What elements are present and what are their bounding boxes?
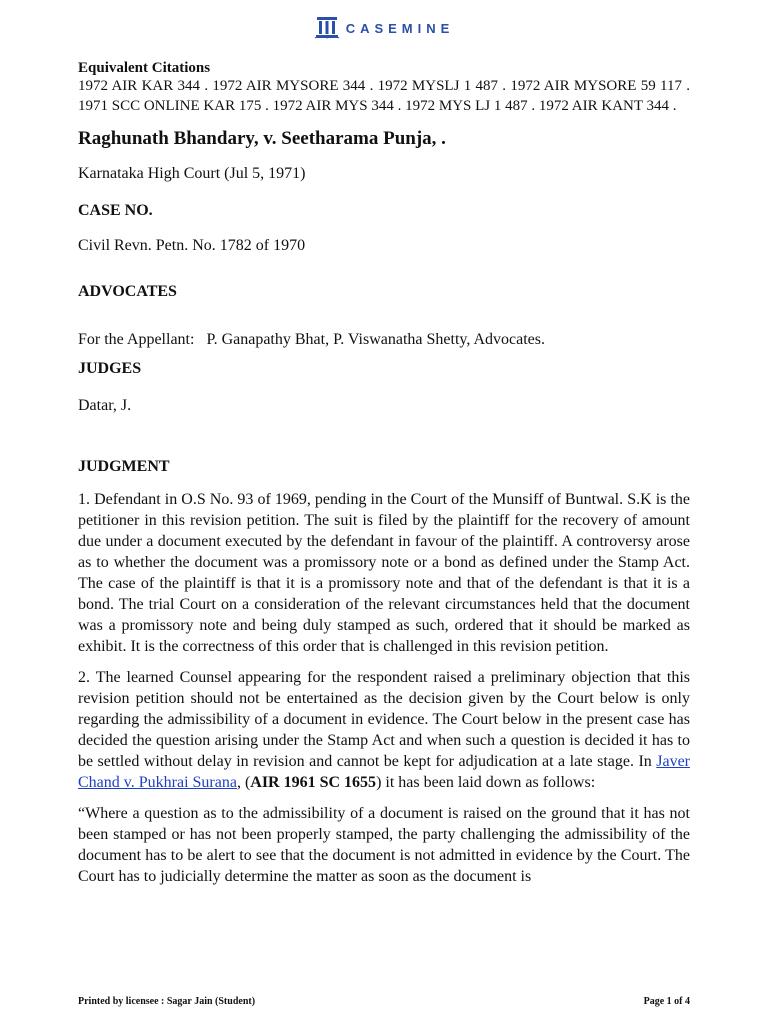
citation-reference: AIR 1961 SC 1655: [250, 774, 377, 791]
advocates-label: For the Appellant:: [78, 331, 195, 348]
document-body: [78, 60, 690, 887]
advocates-names: P. Ganapathy Bhat, P. Viswanatha Shetty, Advocates.: [206, 331, 545, 348]
judgment-paragraph-2: [78, 667, 690, 793]
case-no-heading: CASE NO.: [78, 202, 153, 219]
pillar-logo-icon: [314, 16, 340, 40]
casemine-logo[interactable]: [0, 16, 768, 40]
cited-case-link[interactable]: Javer Chand v. Pukhrai Surana: [78, 753, 690, 791]
paragraph-2-text: 2. The learned Counsel appearing for the respondent raised a preliminary objection that this revision petition should not be entertained as the decision given by the Court below is only regarding the admissibility of a document in evidence. The Court below in the present case has decided the question arising under the Stamp Act and when such a question is decided it has to be settled without delay in revision and cannot be kept for adjudication at a late stage. In: [78, 669, 690, 770]
advocates-heading: ADVOCATES: [78, 283, 177, 300]
citations-list: 1972 AIR KAR 344 . 1972 AIR MYSORE 344 . 1972 MYSLJ 1 487 . 1972 AIR MYSORE 59 117 . 1971 SCC ONLINE KAR 175 . 1972 AIR MYS 344 . 1972 MYS LJ 1 487 . 1972 AIR KANT 344 .: [78, 78, 690, 114]
judgment-paragraph-1: 1. Defendant in O.S No. 93 of 1969, pending in the Court of the Munsiff of Buntwal. S.K is the petitioner in this revision petition. The suit is filed by the plaintiff for the recovery of amount due under a document executed by the defendant in favour of the plaintiff. A controversy arose as to whether the document was a promissory note or a bond as defined under the Stamp Act. The case of the plaintiff is that it is a promissory note and that of the defendant is that it is a bond. The trial Court on a consideration of the relevant circumstances held that the document was a promissory note and being duly stamped as such, ordered that it should be marked as exhibit. It is the correctness of this order that is challenged in this revision petition.: [78, 491, 690, 655]
judgment-heading: JUDGMENT: [78, 458, 170, 475]
case-number: Civil Revn. Petn. No. 1782 of 1970: [78, 237, 306, 254]
printed-by: Printed by licensee : Sagar Jain (Student): [78, 996, 256, 1007]
case-title: Raghunath Bhandary, v. Seetharama Punja, .: [78, 128, 446, 149]
page-number: Page 1 of 4: [643, 996, 690, 1007]
judges-heading: JUDGES: [78, 360, 142, 377]
paragraph-2-sep: , (: [236, 774, 251, 791]
judges-names: Datar, J.: [78, 397, 132, 414]
court-and-date: Karnataka High Court (Jul 5, 1971): [78, 165, 306, 182]
advocates-line: [78, 330, 690, 350]
quoted-paragraph: “Where a question as to the admissibility of a document is raised on the ground that it has not been stamped or has not been properly stamped, the party challenging the admissibility of the document has to be alert to see that the document is not admitted in evidence by the Court. The Court has to judicially determine the matter as soon as the document is: [78, 805, 690, 885]
page-footer: [78, 996, 690, 1007]
paragraph-2-tail: ) it has been laid down as follows:: [376, 774, 596, 791]
citations-heading: Equivalent Citations: [78, 60, 211, 76]
brand-name: CASEMINE: [345, 20, 455, 36]
